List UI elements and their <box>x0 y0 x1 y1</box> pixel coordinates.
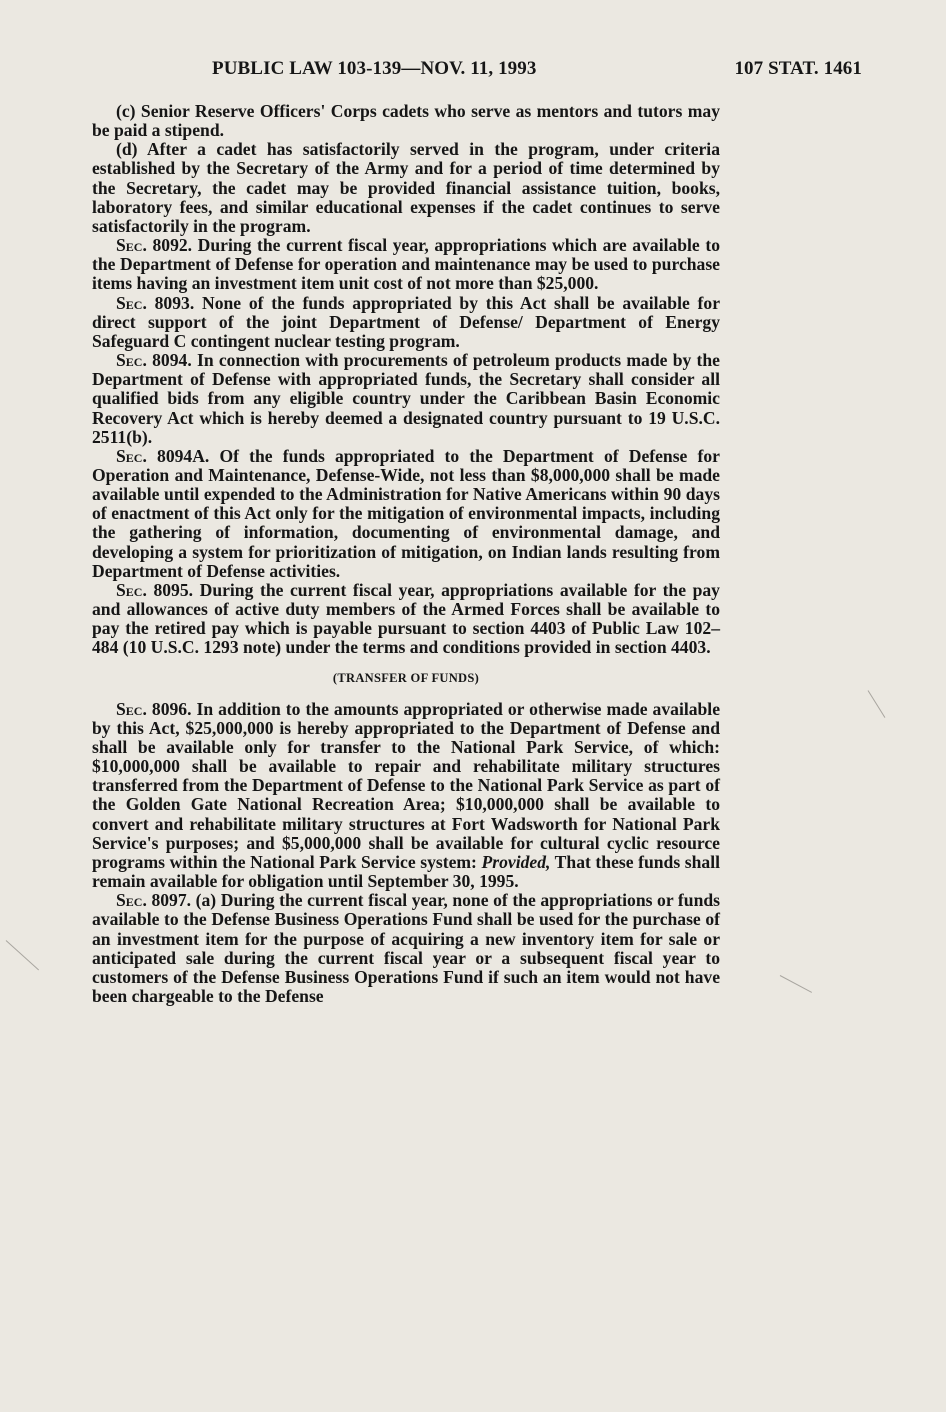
section-8093 <box>92 294 720 351</box>
section-text: (a) During the current fiscal year, none of the appropriations or funds available to the Defense Business Operations Fund shall be used for the purchase of an investment item for the purpose of acquiring a new inventory item for sale or anticipated sale during the current fiscal year or a subsequent fiscal year to customers of the Defense Business Operations Fund if such an item would not have been chargeable to the Defense <box>92 890 720 1007</box>
transfer-of-funds-heading: (TRANSFER OF FUNDS) <box>332 670 480 685</box>
section-text: In connection with procurements of petroleum products made by the Department of Defense with appropriated funds, the Secretary shall consider all qualified bids from any eligible country under the Caribbean Basin Economic Recovery Act which is hereby deemed a designated country pursuant to 19 U.S.C. 2511(b). <box>92 350 720 447</box>
provided-italic: Provided, <box>481 851 551 872</box>
section-text: Of the funds appropriated to the Department of Defense for Operation and Maintenance, Defense-Wide, not less than $8,000,000 shall be made available until expended to the Administration for Native Americans within 90 days of enactment of this Act only for the mitigation of environmental impacts, including the gathering of information, documenting of environmental damage, and developing a system for prioritization of mitigation, on Indian lands resulting from Department of Defense activities. <box>92 445 720 581</box>
scan-mark-right-upper <box>868 690 886 718</box>
paragraph-text: (c) Senior Reserve Officers' Corps cadets who serve as mentors and tutors may be paid a stipend. <box>92 101 720 141</box>
section-number: 8096. <box>151 698 192 719</box>
section-label: Sec. <box>116 350 147 371</box>
header-title: PUBLIC LAW 103-139—NOV. 11, 1993 <box>212 58 537 79</box>
section-text: During the current fiscal year, appropriations available for the pay and allowances of active duty members of the Armed Forces shall be available to pay the retired pay which is payable pursuant to section 4403 of Public Law 102–484 (10 U.S.C. 1293 note) under the terms and conditions provided in section 4403. <box>92 579 720 658</box>
paragraph-d <box>92 140 720 236</box>
section-number: 8095. <box>153 579 194 600</box>
section-number: 8097. <box>151 890 192 911</box>
section-number: 8094. <box>152 350 192 371</box>
section-8092 <box>92 236 720 293</box>
paragraph-text: (d) After a cadet has satisfactorily served in the program, under criteria established by the Secretary of the Army and for a period of time determined by the Secretary, the cadet may be provided financial assistance tuition, books, laboratory fees, and similar educational expenses if the cadet continues to serve satisfactorily in the program. <box>92 139 720 236</box>
section-tail-text: That these funds shall remain available for obligation until September 30, 1995. <box>92 851 720 892</box>
section-label: Sec. <box>116 292 147 313</box>
section-text: In addition to the amounts appropriated or otherwise made available by this Act, $25,000,000 is hereby appropriated to the Department of Defense and shall be available only for transfer to the National Park Service, of which: $10,000,000 shall be available to repair and rehabilitate military structures transferred from the Department of Defense to the National Park Service as part of the Golden Gate National Recreation Area; $10,000,000 shall be available to convert and rehabilitate military structures at Fort Wadsworth for National Park Service's purposes; and $5,000,000 shall be available for cultural cyclic resource programs within the National Park Service system: <box>92 698 720 872</box>
section-label: Sec. <box>116 890 147 911</box>
section-number: 8093. <box>154 292 195 313</box>
section-8096 <box>92 700 720 892</box>
section-8097 <box>92 891 720 1006</box>
section-label: Sec. <box>116 579 147 600</box>
statute-page-number: 107 STAT. 1461 <box>734 58 862 79</box>
section-text: None of the funds appropriated by this Act shall be available for direct support of the joint Department of Defense/ Department of Energy Safeguard C contingent nuclear testing program. <box>92 292 721 351</box>
section-label: Sec. <box>116 445 147 466</box>
section-label: Sec. <box>116 235 147 256</box>
section-8095 <box>92 581 720 658</box>
section-8094 <box>92 351 720 447</box>
section-label: Sec. <box>116 698 147 719</box>
document-body <box>92 102 720 1006</box>
scan-mark-left <box>6 940 39 970</box>
section-number: 8094A. <box>157 445 210 466</box>
section-number: 8092. <box>152 235 193 256</box>
paragraph-c <box>92 102 720 140</box>
section-text: During the current fiscal year, appropriations which are available to the Department of Defense for operation and maintenance may be used to purchase items having an investment item unit cost of not more than $25,000. <box>92 235 721 294</box>
page-header <box>212 58 862 84</box>
section-8094a <box>92 447 720 581</box>
scan-mark-right-lower <box>780 975 812 993</box>
